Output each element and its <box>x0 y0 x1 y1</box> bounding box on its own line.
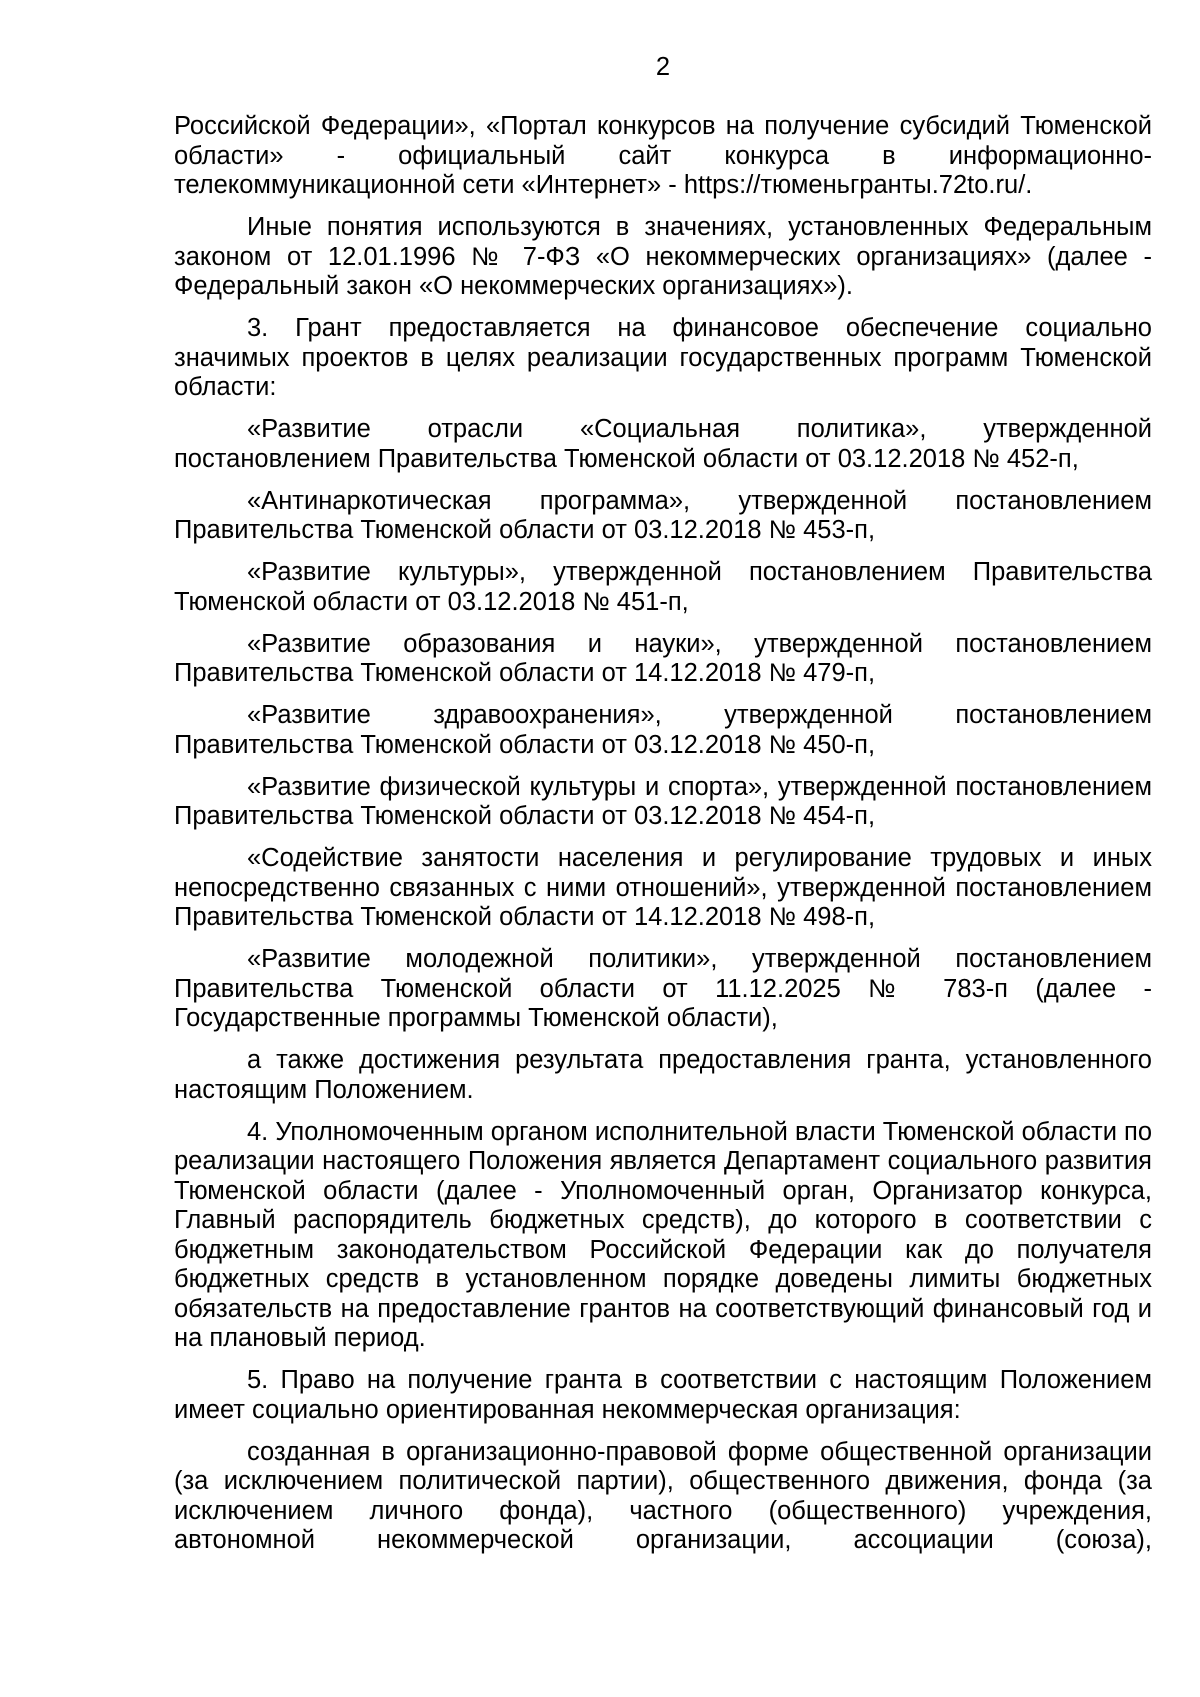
paragraph-other-terms: Иные понятия используются в значениях, установленных Федеральным законом от 12.01.1996 № 7-ФЗ «О некоммерческих организациях» (далее - Федеральный закон «О некоммерческих организациях»). <box>174 213 1152 300</box>
program-social-policy: «Развитие отрасли «Социальная политика», утвержденной постановлением Правительства Тюменской области от 03.12.2018 № 452-п, <box>174 415 1152 473</box>
page-number: 2 <box>655 53 671 81</box>
paragraph-item-5: 5. Право на получение гранта в соответствии с настоящим Положением имеет социально ориентированная некоммерческая организация: <box>174 1366 1152 1424</box>
program-anti-drug: «Антинаркотическая программа», утвержденной постановлением Правительства Тюменской области от 03.12.2018 № 453-п, <box>174 486 1152 544</box>
paragraph-definitions-continued: Российской Федерации», «Портал конкурсов на получение субсидий Тюменской области» - официальный сайт конкурса в информационно-телекоммуникационной сети «Интернет» - https://тюменьгранты.72to.ru/. <box>174 112 1152 199</box>
document-page <box>174 52 1152 1568</box>
program-sport: «Развитие физической культуры и спорта», утвержденной постановлением Правительства Тюменской области от 03.12.2018 № 454-п, <box>174 772 1152 830</box>
paragraph-result: а также достижения результата предоставления гранта, установленного настоящим Положением. <box>174 1046 1152 1104</box>
program-education: «Развитие образования и науки», утвержденной постановлением Правительства Тюменской области от 14.12.2018 № 479-п, <box>174 629 1152 687</box>
paragraph-item-4: 4. Уполномоченным органом исполнительной власти Тюменской области по реализации настоящего Положения является Департамент социального развития Тюменской области (далее - Уполномоченный орган, Организатор конкурса, Главный распорядитель бюджетных средств), до которого в соответствии с бюджетным законодательством Российской Федерации как до получателя бюджетных средств в установленном порядке доведены лимиты бюджетных обязательств на предоставление грантов на соответствующий финансовый год и на плановый период. <box>174 1117 1153 1352</box>
program-youth-policy: «Развитие молодежной политики», утвержденной постановлением Правительства Тюменской области от 11.12.2025 № 783-п (далее - Государственные программы Тюменской области), <box>174 945 1152 1032</box>
program-employment: «Содействие занятости населения и регулирование трудовых и иных непосредственно связанных с ними отношений», утвержденной постановлением Правительства Тюменской области от 14.12.2018 № 498-п, <box>174 844 1152 931</box>
paragraph-item-3: 3. Грант предоставляется на финансовое обеспечение социально значимых проектов в целях реализации государственных программ Тюменской области: <box>174 314 1152 401</box>
paragraph-organization-forms: созданная в организационно-правовой форме общественной организации (за исключением политической партии), общественного движения, фонда (за исключением личного фонда), частного (общественного) учреждения, автономной некоммерческой организации, ассоциации (союза), <box>174 1437 1152 1554</box>
program-culture: «Развитие культуры», утвержденной постановлением Правительства Тюменской области от 03.12.2018 № 451-п, <box>174 558 1152 616</box>
program-healthcare: «Развитие здравоохранения», утвержденной постановлением Правительства Тюменской области от 03.12.2018 № 450-п, <box>174 701 1152 759</box>
